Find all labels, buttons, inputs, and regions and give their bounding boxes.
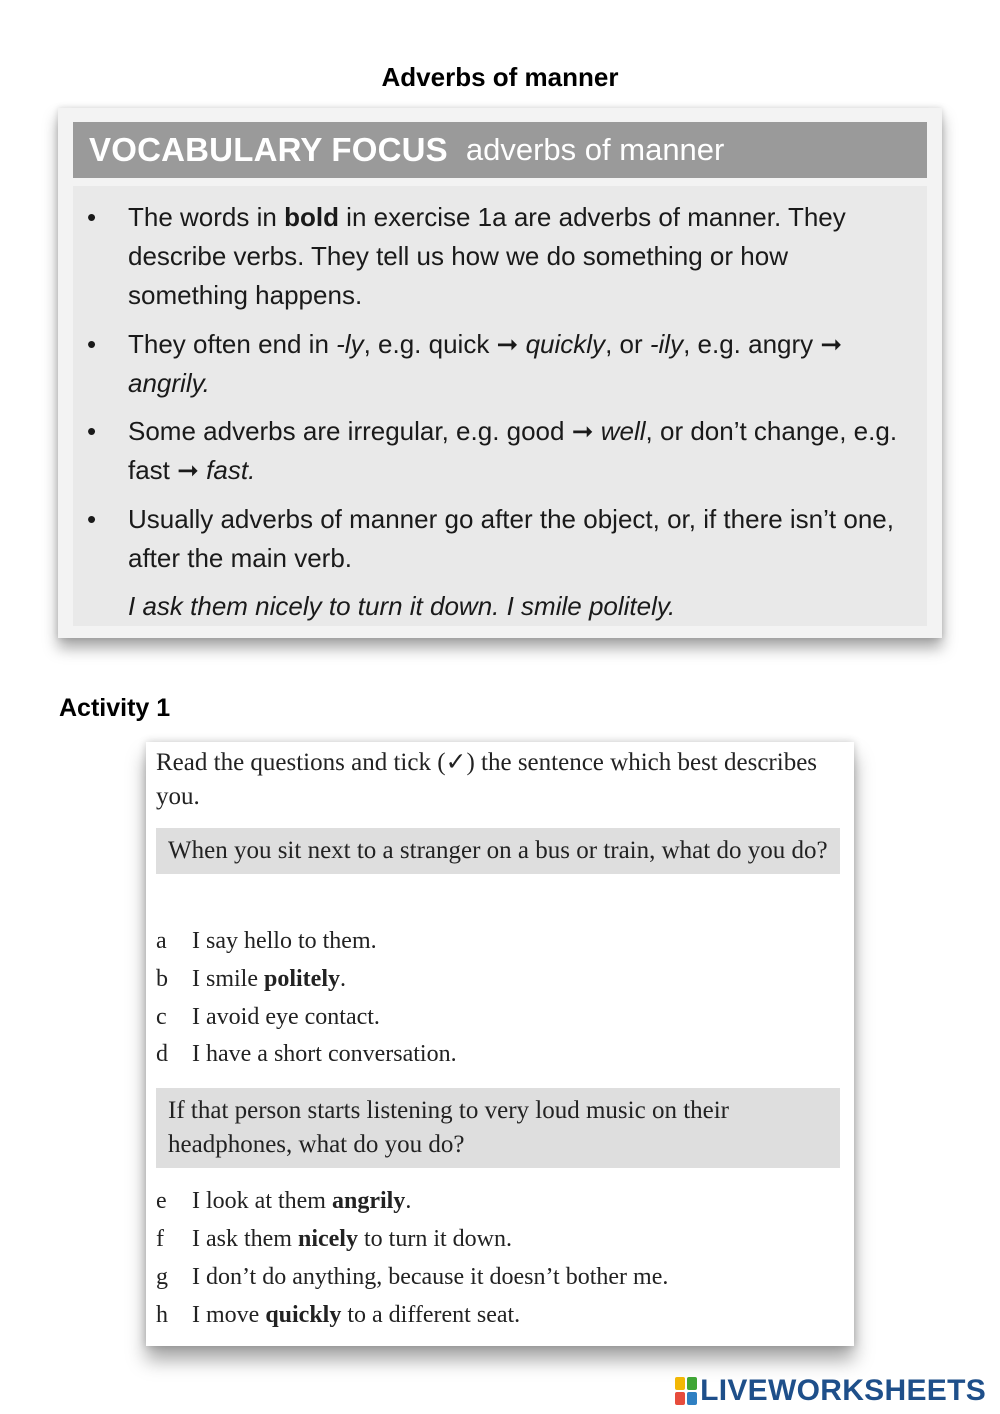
activity-title: Activity 1 [59,694,171,722]
logo-square [675,1392,685,1405]
logo-square [687,1377,697,1390]
vocabulary-focus-subtitle: adverbs of manner [465,132,725,167]
option-e[interactable]: e I look at them angrily. [156,1188,412,1214]
vocab-point-2: They often end in -ly, e.g. quick ➞ quickly, or -ily, e.g. angry ➞ angrily. [128,329,843,398]
option-c[interactable]: c I avoid eye contact. [156,1004,380,1030]
arrow-icon: ➞ [820,329,843,359]
bullet-icon: • [87,329,97,359]
option-g[interactable]: g I don’t do anything, because it doesn’t bother me. [156,1264,669,1290]
vocabulary-focus-title: VOCABULARY FOCUS [89,131,448,168]
vocabulary-focus-body [73,186,927,626]
logo-square [687,1392,697,1405]
page-title: Adverbs of manner [381,62,619,92]
bullet-icon: • [87,416,97,446]
vocab-example: I ask them nicely to turn it down. I smile politely. [128,591,676,621]
vocab-point-4: Usually adverbs of manner go after the object, or, if there isn’t one, after the main verb. [128,504,894,573]
arrow-icon: ➞ [177,455,199,485]
vocab-point-1: The words in bold in exercise 1a are adverbs of manner. They describe verbs. They tell us how we do something or how something happens. [128,202,846,310]
bullet-icon: • [87,202,97,232]
vocabulary-focus-header [73,122,927,178]
activity-card [146,742,854,1346]
liveworksheets-logo-icon [675,1377,697,1405]
activity-instruction: Read the questions and tick (✓) the sentence which best describes you. [156,749,818,810]
option-d[interactable]: d I have a short conversation. [156,1041,457,1067]
arrow-icon: ➞ [571,416,594,446]
option-h[interactable]: h I move quickly to a different seat. [156,1302,521,1328]
bullet-icon: • [87,504,97,534]
question-2: If that person starts listening to very loud music on their headphones, what do you do? [156,1088,840,1168]
option-a[interactable]: a I say hello to them. [156,928,377,954]
logo-square [675,1377,685,1390]
liveworksheets-logo [675,1374,986,1408]
option-b[interactable]: b I smile politely. [156,966,346,992]
arrow-icon: ➞ [496,329,519,359]
vocabulary-focus-box [58,108,942,638]
liveworksheets-logo-text: LIVEWORKSHEETS [700,1374,986,1407]
question-1: When you sit next to a stranger on a bus or train, what do you do? [156,828,840,874]
option-f[interactable]: f I ask them nicely to turn it down. [156,1226,512,1252]
vocab-point-3: Some adverbs are irregular, e.g. good ➞ well, or don’t change, e.g. fast ➞ fast. [128,416,898,485]
